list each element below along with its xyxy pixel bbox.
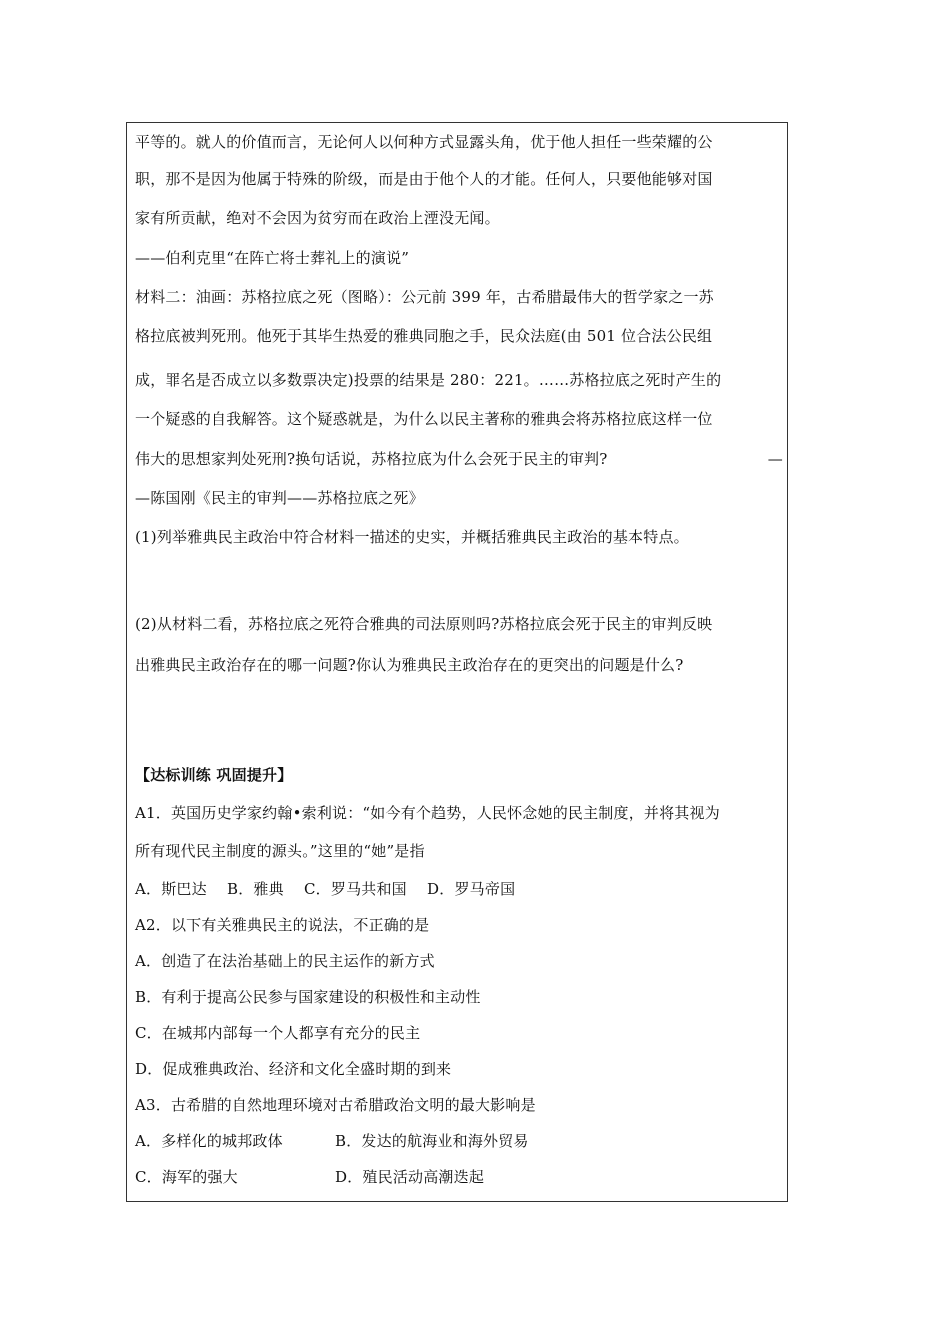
material-two-line: 成，罪名是否成立以多数票决定)投票的结果是 280：221。……苏格拉底之死时产生的 [135,371,722,389]
a2-option-a: A．创造了在法治基础上的民主运作的新方式 [135,952,435,970]
material-one-line: 家有所贡献，绝对不会因为贫穷而在政治上湮没无闻。 [135,209,500,227]
text-line: 伟大的思想家判处死刑?换句话说，苏格拉底为什么会死于民主的审判? [135,450,608,468]
a2-option-c: C．在城邦内部每一个人都享有充分的民主 [135,1024,421,1042]
material-two-line [135,448,783,470]
material-two-line: 一个疑惑的自我解答。这个疑惑就是，为什么以民主著称的雅典会将苏格拉底这样一位 [135,410,713,428]
dash: — [767,450,783,468]
question-2-line: (2)从材料二看，苏格拉底之死符合雅典的司法原则吗?苏格拉底会死于民主的审判反映 [135,615,713,633]
a3-option-b: B．发达的航海业和海外贸易 [335,1132,529,1150]
material-two-line: 材料二：油画：苏格拉底之死（图略）：公元前 399 年，古希腊最伟大的哲学家之一苏 [135,288,714,306]
text-line: 平等的。就人的价值而言，无论何人以何种方式显露头角，优于他人担任一些荣耀的公 [135,133,713,151]
a3-option-c: C．海军的强大 [135,1168,238,1186]
material-one-line [135,131,783,153]
a2-option-b: B．有利于提高公民参与国家建设的积极性和主动性 [135,988,481,1006]
material-two-source: —陈国刚《民主的审判——苏格拉底之死》 [135,489,424,507]
a3-option-d: D．殖民活动高潮迭起 [335,1168,485,1186]
a2-option-d: D．促成雅典政治、经济和文化全盛时期的到来 [135,1060,452,1078]
material-one-line: 职，那不是因为他属于特殊的阶级，而是由于他个人的才能。任何人，只要他能够对国 [135,170,713,188]
a3-stem: A3．古希腊的自然地理环境对古希腊政治文明的最大影响是 [135,1096,536,1114]
section-heading: 【达标训练 巩固提升】 [135,766,293,784]
material-two-line: 格拉底被判死刑。他死于其毕生热爱的雅典同胞之手，民众法庭(由 501 位合法公民组 [135,327,713,345]
a1-options: A．斯巴达 B．雅典 C．罗马共和国 D．罗马帝国 [135,880,516,898]
a3-options-row [135,1166,783,1188]
a1-stem: 所有现代民主制度的源头。”这里的“她”是指 [135,842,425,860]
a2-stem: A2．以下有关雅典民主的说法，不正确的是 [135,916,430,934]
material-one-source: ——伯利克里“在阵亡将士葬礼上的演说” [135,249,410,267]
a3-options-row [135,1130,783,1152]
a3-option-a: A．多样化的城邦政体 [135,1132,283,1150]
a1-stem: A1．英国历史学家约翰•索利说：“如今有个趋势，人民怀念她的民主制度，并将其视为 [135,804,720,822]
question-1: (1)列举雅典民主政治中符合材料一描述的史实，并概括雅典民主政治的基本特点。 [135,528,689,546]
question-2-line: 出雅典民主政治存在的哪一问题?你认为雅典民主政治存在的更突出的问题是什么? [135,656,684,674]
